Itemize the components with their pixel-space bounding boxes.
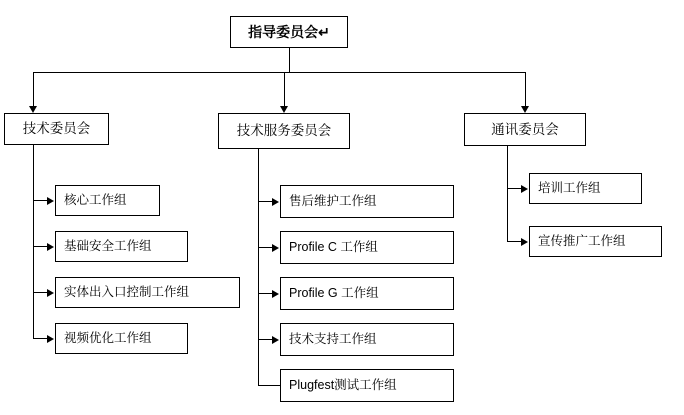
connector-arm-comm-0 <box>507 188 521 189</box>
connector-arm-tech-0 <box>33 200 47 201</box>
arrow-right-service-1-icon <box>272 244 279 252</box>
arrow-right-service-2-icon <box>272 290 279 298</box>
connector-arm-service-2 <box>258 293 272 294</box>
connector-arm-tech-3 <box>33 338 47 339</box>
connector-arm-tech-1 <box>33 246 47 247</box>
arrow-right-comm-0-icon <box>521 185 528 193</box>
connector-spine-tech <box>33 145 34 339</box>
connector-arm-comm-1 <box>507 241 521 242</box>
arrow-right-tech-1-icon <box>47 243 54 251</box>
connector-arm-tech-2 <box>33 292 47 293</box>
node-leaf-comm-1[interactable]: 宣传推广工作组 <box>529 226 662 257</box>
arrow-right-service-0-icon <box>272 198 279 206</box>
arrow-right-service-3-icon <box>272 336 279 344</box>
node-leaf-service-4[interactable]: Plugfest测试工作组 <box>280 369 454 402</box>
node-leaf-tech-0[interactable]: 核心工作组 <box>55 185 160 216</box>
connector-arm-service-1 <box>258 247 272 248</box>
arrow-down-comm-icon <box>521 106 529 113</box>
connector-drop-tech <box>33 72 34 106</box>
connector-arm-service-0 <box>258 201 272 202</box>
node-leaf-service-2[interactable]: Profile G 工作组 <box>280 277 454 310</box>
arrow-down-service-icon <box>280 106 288 113</box>
node-branch-tech-committee[interactable]: 技术委员会 <box>4 113 109 145</box>
connector-arm-service-3 <box>258 339 272 340</box>
connector-spine-comm <box>507 146 508 242</box>
node-branch-communication-committee[interactable]: 通讯委员会 <box>464 113 586 146</box>
arrow-right-tech-3-icon <box>47 335 54 343</box>
arrow-right-tech-0-icon <box>47 197 54 205</box>
connector-root-trunk <box>289 48 290 72</box>
arrow-right-comm-1-icon <box>521 238 528 246</box>
arrow-down-tech-icon <box>29 106 37 113</box>
connector-arm-service-4 <box>258 385 280 386</box>
node-leaf-comm-0[interactable]: 培训工作组 <box>529 173 642 204</box>
arrow-right-tech-2-icon <box>47 289 54 297</box>
connector-spine-service <box>258 149 259 385</box>
node-leaf-service-0[interactable]: 售后维护工作组 <box>280 185 454 218</box>
node-branch-tech-service-committee[interactable]: 技术服务委员会 <box>218 113 350 149</box>
node-leaf-tech-2[interactable]: 实体出入口控制工作组 <box>55 277 240 308</box>
node-leaf-service-1[interactable]: Profile C 工作组 <box>280 231 454 264</box>
node-leaf-tech-1[interactable]: 基础安全工作组 <box>55 231 188 262</box>
connector-drop-comm <box>525 72 526 106</box>
node-leaf-service-3[interactable]: 技术支持工作组 <box>280 323 454 356</box>
node-root[interactable]: 指导委员会↵ <box>230 16 348 48</box>
node-leaf-tech-3[interactable]: 视频优化工作组 <box>55 323 188 354</box>
connector-drop-service <box>284 72 285 106</box>
connector-level2-bus <box>33 72 525 73</box>
